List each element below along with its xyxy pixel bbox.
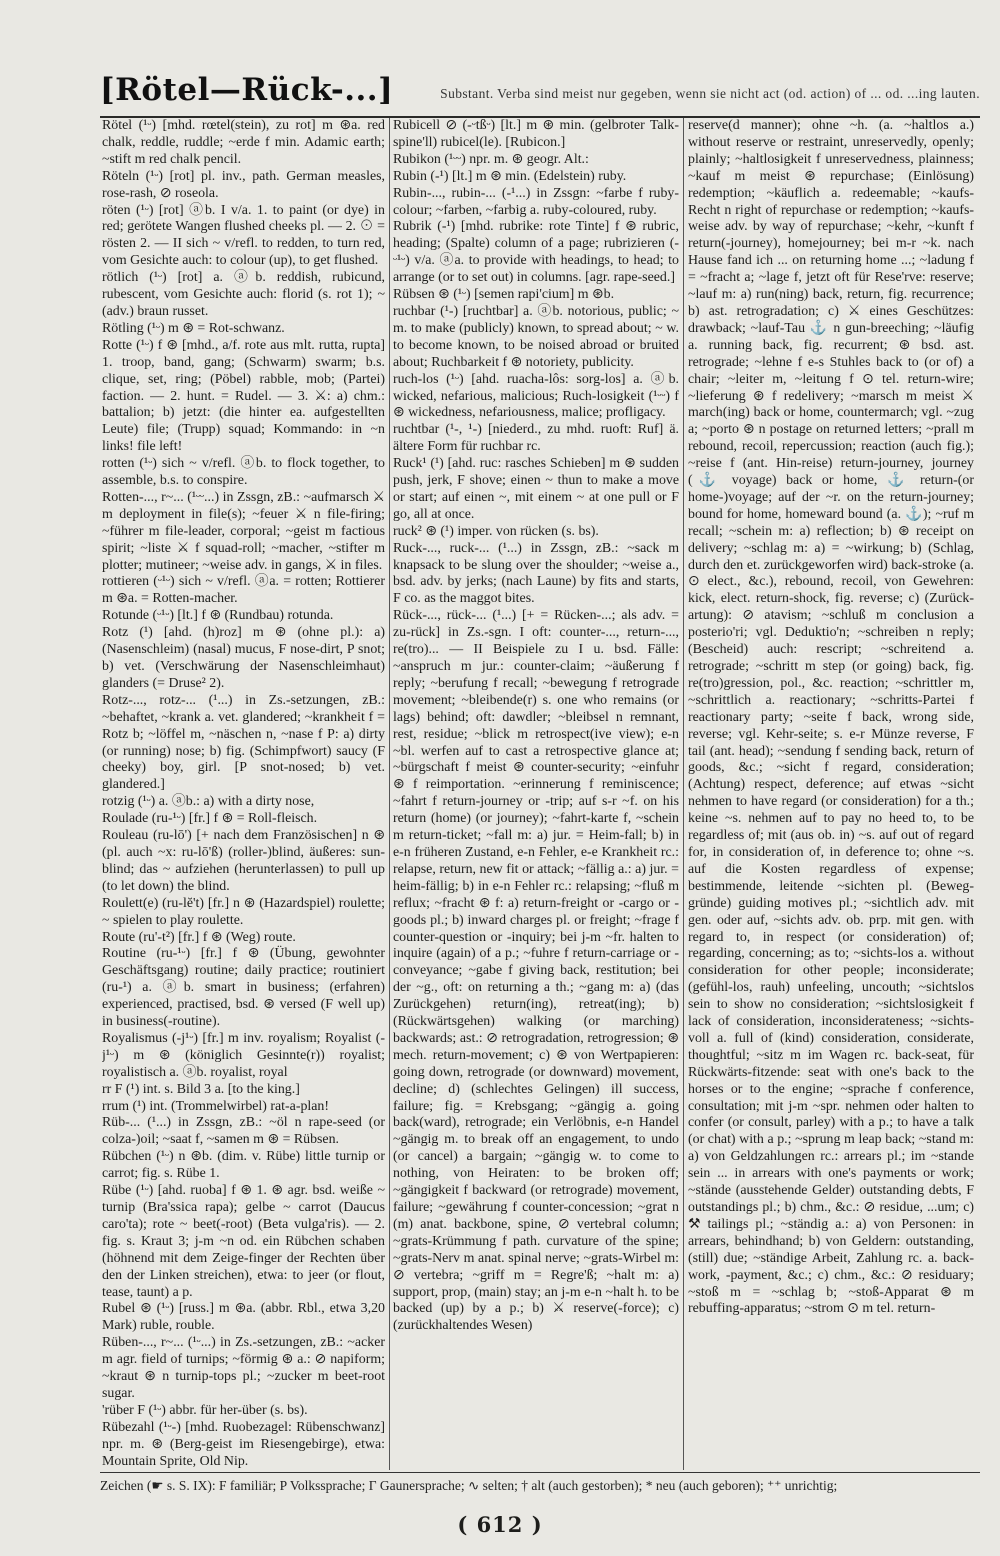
dictionary-entry: rottieren (ᵕ¹ᵕ) sich ~ v/refl. ⓐa. = rotten; Rottierer m ⊛a. = Rotten-macher.: [102, 574, 385, 607]
dictionary-entry: Routine (ru-¹ᵕ) [fr.] f ⊛ (Übung, gewohnter Geschäftsgang) routine; daily practice; routiniert (ru-¹) a. ⓐb. smart in business; (erfahren) experienced, practised, bsd. ⊛ versed (F well up) in business(-routine).: [102, 946, 385, 1030]
dictionary-entry: Rubrik (-¹) [mhd. rubrike: rote Tinte] f ⊛ rubric, heading; (Spalte) column of a page; rubrizieren (-ᵕ¹ᵕ) v/a. ⓐa. to provide with headings, to head; to arrange (or to set out) in columns. [agr. rape-seed.]: [393, 219, 679, 286]
dictionary-entry: rötlich (¹ᵕ) [rot] a. ⓐb. reddish, rubicund, rubescent, vom Gesichte auch: florid (s. rot 1); ~ (adv.) braun russet.: [102, 270, 385, 319]
dictionary-entry: Rubel ⊛ (¹ᵕ) [russ.] m ⊛a. (abbr. Rbl., etwa 3,20 Mark) ruble, rouble.: [102, 1301, 385, 1334]
dictionary-columns: [102, 118, 974, 1470]
dictionary-entry: Roulade (ru-¹ᵕ) [fr.] f ⊛ = Roll-fleisch.: [102, 811, 318, 827]
dictionary-entry: ruch-los (¹ᵕ) [ahd. ruacha-lôs: sorg-los] a. ⓐb. wicked, nefarious, malicious; Ruch-losigkeit (¹ᵕᵕ) f ⊛ wickedness, nefariousness, malice; profligacy.: [393, 371, 679, 421]
dictionary-entry: Rubicell ⊘ (-ᵕtßᵕ) [lt.] m ⊛ min. (gelbroter Talk-spine'll) rubicel(le). [Rubicon.]: [393, 118, 679, 150]
column-1: [102, 118, 385, 1470]
dictionary-entry: Royalismus (-j¹ᵕ) [fr.] m inv. royalism; Royalist (-j¹ᵕ) m ⊛ (königlich Gesinnte(r)) royalist; royalistisch a. ⓐb. royalist, royal: [102, 1030, 385, 1080]
dictionary-entry: ruchtbar (¹-, ¹-) [niederd., zu mhd. ruoft: Ruf] ä. ältere Form für ruchbar rc.: [393, 422, 679, 455]
dictionary-entry: Ruck-..., ruck-... (¹...) in Zssgn, zB.: ~sack m knapsack to be slung over the shoulder; ~weise a., bsd. adv. by jerks; (nach Laune) by fits and starts, F co. as the maggot bites.: [393, 540, 679, 607]
page-number: ( 612 ): [457, 1512, 543, 1537]
dictionary-entry: Rübsen ⊛ (¹ᵕ) [semen rapi'cium] m ⊛b.: [393, 287, 615, 303]
dictionary-entry: Rotte (¹ᵕ) f ⊛ [mhd., a/f. rote aus mlt. rutta, rupta] 1. troop, band, gang; (Schwarm) swarm; b.s. clique, set, ring; (Pöbel) rabble, mob; (Partei) faction. — 2. hunt. = Rudel. — 3. ⚔: a) chm.: battalion; b) jetzt: (die hinter ea. aufgestellten Leute) file; (Trupp) squad; Kommando: in ~n links! file left!: [102, 337, 385, 455]
dictionary-entry: Rübezahl (¹ᵕ-) [mhd. Ruobezagel: Rübenschwanz] npr. m. ⊛ (Berg-geist im Riesengebirge), etwa: Mountain Sprite, Old Nip.: [102, 1419, 385, 1469]
dictionary-entry: Rotunde (ᵕ¹ᵕ) [lt.] f ⊛ (Rundbau) rotunda.: [102, 608, 334, 624]
dictionary-entry: Rotz (¹) [ahd. (h)roz] m ⊛ (ohne pl.): a) (Nasenschleim) (nasal) mucus, F nose-dirt, P snot; b) vet. (Verschwärung der Nasenschleimhaut) glanders (= Druse² 2).: [102, 625, 385, 691]
footer-divider: [100, 1472, 980, 1473]
column-divider: [389, 118, 390, 1470]
header-note: Substant. Verba sind meist nur gegeben, wenn sie nicht act (od. action) of ... od. ...ing lauten.: [440, 86, 980, 101]
dictionary-entry: Rübe (¹ᵕ) [ahd. ruoba] f ⊛ 1. ⊛ agr. bsd. weiße ~ turnip (Bra'ssica rapa); gelbe ~ carrot (Daucus caro'ta); rote ~ beet(-root) (Beta vulga'ris). — 2. fig. s. Kraut 3; j-m ~n od. ein Rübchen schaben (höhnend mit dem Zeige-finger der Rechten über den der Linken streichen), etwa: to jeer (or flout, tease, taunt) a p.: [102, 1183, 385, 1300]
dictionary-entry: Rübchen (¹ᵕ) n ⊛b. (dim. v. Rübe) little turnip or carrot; fig. s. Rübe 1.: [102, 1149, 385, 1182]
dictionary-entry: Route (ru'-t²) [fr.] f ⊛ (Weg) route.: [102, 929, 296, 945]
dictionary-entry: ruck² ⊛ (¹) imper. von rücken (s. bs).: [393, 523, 599, 539]
dictionary-entry: 'rüber F (¹ᵕ) abbr. für her-über (s. bs).: [102, 1402, 308, 1418]
dictionary-entry: Rück-..., rück-... (¹...) [+ = Rücken-...; als adv. = zu-rück] in Zs.-sgn. I oft: counter-..., return-..., re(tro)... — II Beispiele zu I u. bsd. Fälle: ~anspruch m jur.: counter-claim; ~äußerung f reply; ~berufung f recall; ~bewegung f retrograde movement; ~bleibende(r) s. one who remains (or lags) behind; oft: dawdler; ~bleibsel n remnant, rest, residue; ~blick m retrospect(ive view); e-n ~bl. werfen auf to cast a retrospective glance at; ~bürgschaft f meist ⊛ counter-security; ~einfuhr ⊛ f reimportation. ~erinnerung f reminiscence; ~fahrt f return-journey or -trip; auf s-r ~f. on his return (home) (or journey); ~fahrt-karte f, ~schein m return-ticket; ~fall m: a) jur. = Heim-fall; b) in e-n früheren Zustand, e-n Fehler, e-e Krankheit rc.: relapse, return, new fit or attack; ~fällig a.: a) jur. = heim-fällig; b) in e-n Fehler rc.: relapsing; ~fluß m reflux; ~fracht ⊛ f: a) return-freight or -cargo or -goods pl.; b) inward charges pl. or freight; ~frage f counter-question or -inquiry; bei j-m ~fr. halten to inquire (again) of a p.; ~fuhre f return-carriage or -conveyance; ~gabe f giving back, restitution; bei der ~g., oft: on returning a th.; ~gang m: a) (das Zurückgehen) return(ing), retreat(ing); b) (Rückwärtsgehen) walking (or marching) backwards; ast.: ⊘ retrogradation, retrogression; ⊛ mech. return-movement; c) ⊛ von Wertpapieren: going down, retrograde (or downward) movement, decline; d) (schlechtes Gelingen) ill success, failure; fig. = Krebsgang; ~gängig a. going back(ward), retrograde; ein Verlöbnis, e-n Handel ~gängig m. to break off an engagement, to undo (or cancel) a bargain; ~gängig w. to come to nothing, von Heiraten: to be broken off; ~gängigkeit f backward (or retrograde) movement, failure; ~gewährung f counter-concession; ~grat n (m) anat. backbone, spine, ⊘ vertebral column; ~grats-Krümmung f path. curvature of the spine; ~grats-Nerv m anat. spinal nerve; ~grats-Wirbel m: ⊘ vertebra; ~griff m = Regre'ß; ~halt m: a) support, prop, (main) stay; an j-m e-n ~halt h. to be backed (up) by a p.; b) ⚔ reserve(-force); c) (zurückhaltendes Wesen): [393, 608, 679, 1334]
dictionary-entry: ruchbar (¹-) [ruchtbar] a. ⓐb. notorious, public; ~ m. to make (publicly) known, to spread about; ~ w. to become known, to be noised abroad or bruited about; Ruchbarkeit f ⊛ notoriety, publicity.: [393, 303, 679, 370]
column-3: [688, 118, 974, 1470]
dictionary-entry: Rubin (-¹) [lt.] m ⊛ min. (Edelstein) ruby.: [393, 168, 627, 184]
dictionary-entry: röten (¹ᵕ) [rot] ⓐb. I v/a. 1. to paint (or dye) in red; gerötete Wangen flushed cheeks pl. — 2. ⊙ = rösten 2. — II sich ~ v/refl. to redden, to turn red, vom Gesichte auch: to colour (up), to get flushed.: [102, 202, 385, 269]
dictionary-entry: Röteln (¹ᵕ) [rot] pl. inv., path. German measles, rose-rash, ⊘ roseola.: [102, 168, 385, 201]
column-2: [393, 118, 679, 1470]
dictionary-entry: Rotten-..., r~... (¹ᵕᵕ...) in Zssgn, zB.: ~aufmarsch ⚔ m deployment in file(s); ~feuer ⚔ n file-firing; ~führer m file-leader, corporal; ~geist m factious spirit; ~liste ⚔ f squad-roll; ~macher, ~stifter m plotter; mutineer; ~weise adv. in gangs, ⚔ in files.: [102, 489, 385, 573]
dictionary-entry: rotzig (¹ᵕ) a. ⓐb.: a) with a dirty nose,: [102, 794, 315, 810]
dictionary-entry: Ruck¹ (¹) [ahd. ruc: rasches Schieben] m ⊛ sudden push, jerk, F shove; einen ~ thun to make a move or start; auf einen ~, mit einem ~ at one pull or F go, all at once.: [393, 456, 679, 522]
dictionary-entry: Rubin-..., rubin-... (-¹...) in Zssgn: ~farbe f ruby-colour; ~farben, ~farbig a. ruby-coloured, ruby.: [393, 185, 679, 218]
dictionary-entry: Rouleau (ru-lō') [+ nach dem Französischen] n ⊛ (pl. auch ~x: ru-lō'ß) (roller-)blind, äußeres: sun-blind; das ~ aufziehen (herunterlassen) to pull up (to let down) the blind.: [102, 828, 385, 894]
page-title: [Rötel—Rück-...]: [100, 72, 394, 108]
column-divider: [683, 118, 684, 1470]
dictionary-entry: Roulett(e) (ru-lĕ't) [fr.] n ⊛ (Hazardspiel) roulette; ~ spielen to play roulette.: [102, 895, 385, 928]
dictionary-entry: Rotz-..., rotz-... (¹...) in Zs.-setzungen, zB.: ~behaftet, ~krank a. vet. glandered; ~krankheit f = Rotz b; ~löffel m, ~näschen n, ~nase f P: a) dirty (or running) nose; b) fig. (Schimpfwort) saucy (F cheeky) boy, girl. [P snot-nosed; b) vet. glandered.]: [102, 692, 385, 793]
page-header: [100, 72, 980, 118]
dictionary-entry: Rubikon (¹ᵕᵕ) npr. m. ⊛ geogr. Alt.:: [393, 151, 589, 167]
dictionary-entry: Rötel (¹ᵕ) [mhd. rœtel(stein), zu rot] m ⊛a. red chalk, reddle, ruddle; ~erde f min. Adamic earth; ~stift m red chalk pencil.: [102, 118, 385, 167]
dictionary-entry: Rüb-... (¹...) in Zssgn, zB.: ~öl n rape-seed (or colza-)oil; ~saat f, ~samen m ⊛ = Rübsen.: [102, 1115, 385, 1148]
dictionary-entry: Rötling (¹ᵕ) m ⊛ = Rot-schwanz.: [102, 320, 285, 336]
abbreviation-legend: Zeichen (☛ s. S. IX): F familiär; P Volkssprache; Γ Gaunersprache; ∿ selten; † alt (auch gestorben); * neu (auch geboren); ⁺⁺ unrichtig;: [100, 1478, 838, 1493]
dictionary-entry: rrum (¹) int. (Trommelwirbel) rat-a-plan!: [102, 1098, 329, 1114]
dictionary-entry: Rüben-..., r~... (¹ᵕ...) in Zs.-setzungen, zB.: ~acker m agr. field of turnips; ~förmig ⊛ a.: ⊘ napiform; ~kraut ⊛ n turnip-tops pl.; ~zucker m beet-root sugar.: [102, 1335, 385, 1401]
dictionary-entry: rr F (¹) int. s. Bild 3 a. [to the king.]: [102, 1081, 300, 1097]
dictionary-entry: rotten (¹ᵕ) sich ~ v/refl. ⓐb. to flock together, to assemble, b.s. to conspire.: [102, 456, 385, 489]
dictionary-entry: reserve(d manner); ohne ~h. (a. ~haltlos a.) without reserve or restraint, unreservedly, openly; plainly; ~haltlosigkeit f unreservedness, plainness; ~kauf m meist ⊛ repurchase; (Einlösung) redemption; ~käuflich a. redeemable; ~kaufs-Recht n right of repurchase or redemption; ~kaufs-weise adv. by way of repurchase; ~kehr, ~kunft f return(-journey), homejourney; bei m-r ~k. nach Hause fand ich ... on returning home ...; ~ladung f = ~fracht a; ~lage f, jetzt oft für Rese'rve: reserve; ~lauf m: a) run(ning) back, return, fig. recurrence; b) ast. retrogradation; c) ⚔ eines Geschützes: drawback; ~lauf-Tau ⚓ n gun-breeching; ~läufig a. running back, fig. recurrent; ⊛ bsd. ast. retrograde; ~lehne f e-s Stuhles back to (or of) a chair; ~leiter m, ~leitung f ⊙ tel. return-wire; ~lieferung ⊛ f redelivery; ~marsch m meist ⚔ march(ing) back or home, countermarch; vgl. ~zug a; ~porto ⊛ n postage on returned letters; ~prall m rebound, recoil, repercussion; reaction (auch fig.); ~reise f (ant. Hin-reise) return-journey, journey (⚓ voyage) back or home, ⚓ return-(or home-)voyage; auf der ~r. on the return-journey; bound for home, homeward bound (a. ⚓); ~ruf m recall; ~schein m: a) reflection; b) ⊛ receipt on delivery; ~schlag m: a) = ~wirkung; b) (Schlag, durch den et. zurückgeworfen wird) back-stroke (a. ⊙ elect., &c.), rebound, recoil, von Gewehren: kick, elect. return-shock, fig. reverse; c) (Zurück-artung): ⊘ atavism; ~schluß m conclusion a posterio'ri; vgl. Deduktio'n; ~schreiben n reply; (Bescheid) auch: rescript; ~schreitend a. retrograde; ~schritt m step (or going) back, fig. re(tro)gression, pol., &c. reaction; ~schrittler m, ~schrittlich a. reactionary; ~schritts-Partei f reactionary party; ~seite f back, wrong side, reverse; vgl. Kehr-seite; s. e-r Münze reverse, F tail (ant. head); ~sendung f sending back, return of goods, &c.; ~sicht f regard, consideration; (Achtung) respect, deference; auf etwas ~sicht nehmen to have regard (or consideration) for a th.; keine ~s. nehmen auf to pay no heed to, to be regardless of; mit (aus ob. in) ~s. auf out of regard for, in consideration of, in deference to; ohne ~s. auf die Kosten regardless of expense; bestimmende, leitende ~sichten pl. (Beweg-gründe) guiding motives pl.; ~sichtlich adv. mit gen. oder auf, ~sichts adv. ob. prp. mit gen. with regard to, in respect (or consideration) of; regarding, concerning; as to; ~sichts-los a. without consideration for other people; inconsiderate; (gefühl-los, rauh) unfeeling, uncouth; ~sichtslos sein to show no consideration; ~sichtslosigkeit f lack of consideration, inconsiderateness; ~sichts-voll a. full of (kind) consideration, considerate, thoughtful; ~sitz m im Wagen rc. back-seat, für Rückwärts-fitzende: seat with one's back to the horses or to the engine; ~sprache f conference, consultation; mit j-m ~spr. nehmen oder halten to confer (or consult, parley) with a p.; to have a talk (or chat) with a p.; ~sprung m leap back; ~stand m: a) von Geldzahlungen rc.: arrears pl.; im ~stande sein ... in arrears with one's payments or work; ~stände (ausstehende Gelder) outstanding debts, F outstandings pl.; b) chm., &c.: ⊘ residue, ...um; c) ⚒ tailings pl.; ~ständig a.: a) von Personen: in arrears, behindhand; b) von Geldern: outstanding, (still) due; ~ständige Arbeit, Zahlung rc. a. back-work, -payment, &c.; c) chm., &c.: ⊘ residuary; ~stoß m = ~schlag b; ~stoß-Apparat ⊛ m rebuffing-apparatus; ~strom ⊙ m tel. return-: [688, 118, 974, 1317]
